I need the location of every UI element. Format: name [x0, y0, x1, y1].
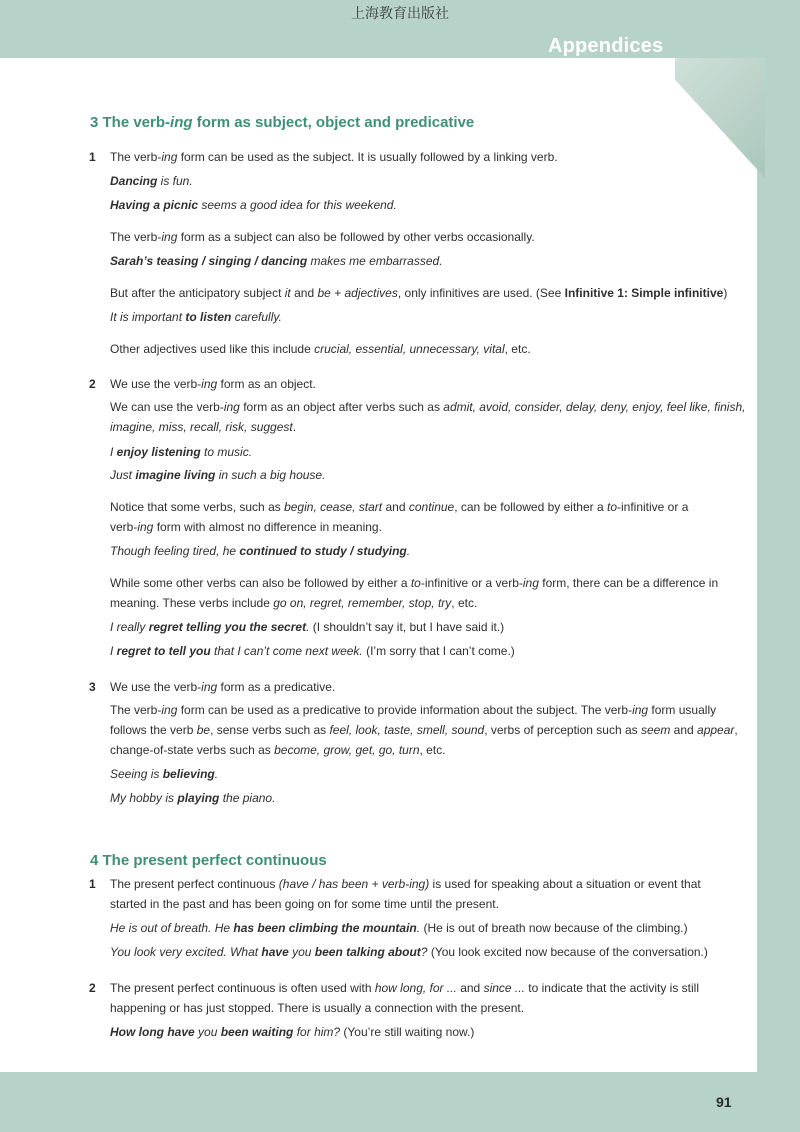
example: It is important to listen carefully. [110, 310, 282, 324]
item-number: 1 [89, 877, 96, 891]
section-4-title: 4 The present perfect continuous [90, 852, 327, 869]
example: You look very excited. What have you been talking about? (You look excited now because of the conversation.) [110, 945, 708, 959]
example: Dancing is fun. [110, 174, 193, 188]
example: I really regret telling you the secret. (I shouldn’t say it, but I have said it.) [110, 620, 505, 634]
paragraph: follows the verb be, sense verbs such as feel, look, taste, smell, sound, verbs of perception such as seem and appear, [110, 723, 738, 737]
section-label: Appendices [548, 35, 664, 57]
paragraph: meaning. These verbs include go on, regret, remember, stop, try, etc. [110, 596, 478, 610]
publisher-header: 上海教育出版社 [351, 6, 449, 22]
paragraph: Notice that some verbs, such as begin, cease, start and continue, can be followed by either a to-infinitive or a [110, 500, 689, 514]
paragraph: happening or has just stopped. There is usually a connection with the present. [110, 1001, 525, 1015]
example: I enjoy listening to music. [110, 445, 253, 459]
example: I regret to tell you that I can’t come next week. (I’m sorry that I can’t come.) [110, 644, 515, 658]
paragraph: We use the verb-ing form as a predicative. [110, 680, 336, 694]
paragraph: While some other verbs can also be followed by either a to-infinitive or a verb-ing form, there can be a difference in [110, 576, 719, 590]
example: Though feeling tired, he continued to study / studying. [110, 544, 411, 558]
example: Having a picnic seems a good idea for this weekend. [110, 198, 397, 212]
item-number: 3 [89, 680, 96, 694]
paragraph: change-of-state verbs such as become, grow, get, go, turn, etc. [110, 743, 446, 757]
paragraph: started in the past and has been going on for some time until the present. [110, 897, 499, 911]
item-number: 1 [89, 150, 96, 164]
item-number: 2 [89, 981, 96, 995]
paragraph: The verb-ing form can be used as the subject. It is usually followed by a linking verb. [110, 150, 558, 164]
paragraph: The present perfect continuous (have / has been + verb-ing) is used for speaking about a situation or event that [110, 877, 701, 891]
example: He is out of breath. He has been climbing the mountain. (He is out of breath now because of the climbing.) [110, 921, 688, 935]
example: My hobby is playing the piano. [110, 791, 276, 805]
paragraph: The present perfect continuous is often used with how long, for ... and since ... to indicate that the activity is still [110, 981, 700, 995]
paragraph: We use the verb-ing form as an object. [110, 377, 316, 391]
page-number: 91 [716, 1094, 732, 1110]
example: Seeing is believing. [110, 767, 219, 781]
paragraph: The verb-ing form can be used as a predicative to provide information about the subject. The verb-ing form usually [110, 703, 717, 717]
paragraph: imagine, miss, recall, risk, suggest. [110, 420, 297, 434]
example: Sarah’s teasing / singing / dancing makes me embarrassed. [110, 254, 443, 268]
paragraph: Other adjectives used like this include crucial, essential, unnecessary, vital, etc. [110, 342, 531, 356]
paragraph: The verb-ing form as a subject can also be followed by other verbs occasionally. [110, 230, 535, 244]
example: How long have you been waiting for him? (You’re still waiting now.) [110, 1025, 475, 1039]
example: Just imagine living in such a big house. [110, 468, 326, 482]
paragraph: We can use the verb-ing form as an object after verbs such as admit, avoid, consider, delay, deny, enjoy, feel like, finish, [110, 400, 746, 414]
paragraph: verb-ing form with almost no difference in meaning. [110, 520, 382, 534]
paragraph: But after the anticipatory subject it and be + adjectives, only infinitives are used. (See Infinitive 1: Simple infinitive) [110, 286, 728, 300]
section-3-title: 3 The verb-ing form as subject, object and predicative [90, 114, 475, 131]
item-number: 2 [89, 377, 96, 391]
